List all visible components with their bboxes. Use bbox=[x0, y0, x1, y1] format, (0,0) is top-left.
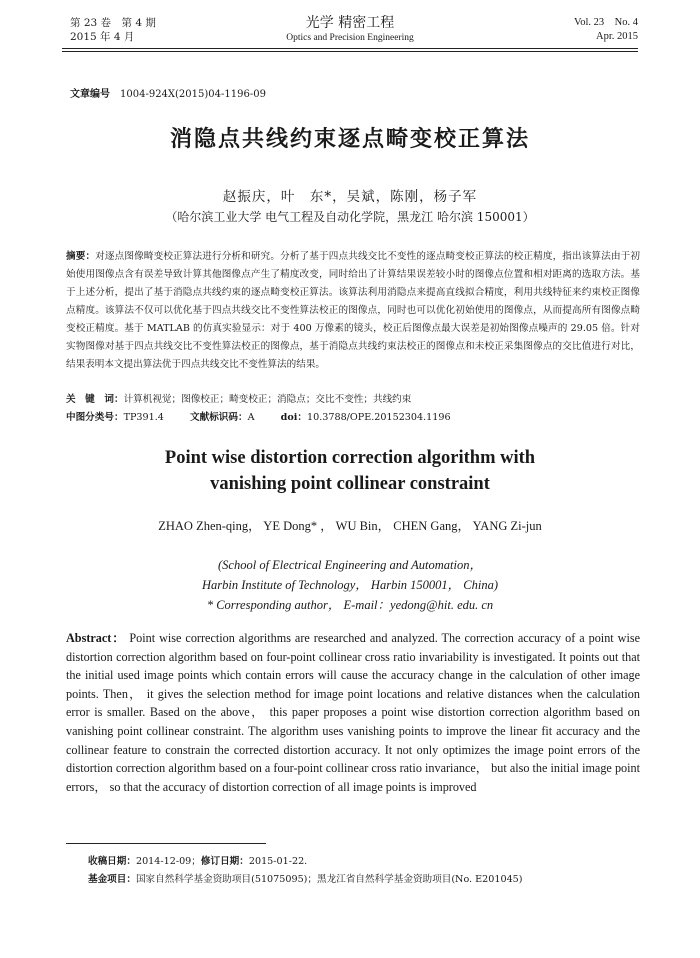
article-number-value: 1004-924X(2015)04-1196-09 bbox=[120, 89, 266, 100]
footnote-rule bbox=[66, 843, 266, 844]
affiliation-zh: （哈尔滨工业大学 电气工程及自动化学院，黑龙江 哈尔滨 150001） bbox=[165, 210, 535, 224]
authors-en: ZHAO Zhen-qing， YE Dong* ， WU Bin， CHEN Gang， YANG Zi-jun bbox=[158, 519, 542, 533]
abstract-en-label: Abstract： bbox=[66, 631, 126, 645]
received-value: 2014-12-09； bbox=[135, 856, 201, 867]
date-en: Apr. 2015 bbox=[596, 31, 638, 42]
header-rule-top bbox=[62, 48, 638, 49]
clc-label: 中图分类号： bbox=[66, 412, 124, 423]
header-right bbox=[574, 16, 638, 44]
keywords-zh-label: 关 键 词： bbox=[66, 394, 124, 405]
title-en-line1: Point wise distortion correction algorithm with bbox=[164, 448, 536, 468]
title-en bbox=[0, 445, 700, 497]
footnote-funding bbox=[88, 871, 523, 885]
article-number-label: 文章编号 bbox=[70, 89, 110, 100]
footnote-dates bbox=[88, 853, 307, 867]
abstract-zh-label: 摘要： bbox=[66, 251, 96, 262]
revised-label: 修订日期： bbox=[200, 856, 249, 867]
doi-value: 10.3788/OPE.20152304.1196 bbox=[307, 412, 451, 423]
journal-name-en: Optics and Precision Engineering bbox=[286, 33, 414, 43]
fund-label: 基金项目： bbox=[88, 874, 136, 885]
doc-code-value: A bbox=[247, 412, 255, 423]
abstract-zh-text: 对逐点图像畸变校正算法进行分析和研究。分析了基于四点共线交比不变性的逐点畸变校正算法的校正精度，指出该算法由于初始使用图像点含有误差导致计算其他图像点产生了精度改变，同时给出了计算结果误差较小时的图像点位置和相对距离的选取方法。基于上述分析，提出了基于消隐点共线约束的逐点畸变校正算法。该算法利用消隐点来提高直线拟合精度，利用共线特征来约束校正图像点精度。该算法不仅可以优化基于四点共线交比不变性算法校正的图像点，同时也可以优化初始使用的图像点，从而提高所有图像点畸变校正精度。基于 MATLAB 的仿真实验显示：对于 400 万像素的镜头，校正后图像点最大误差是初始图像点噪声的 29.05 倍。针对实物图像对基于四点共线交比不变性算法校正的图像点，基于消隐点共线约束法校正的图像点和未校正采集图像点的交比值进行对比，结果表明本文提出算法优于四点共线交比不变性算法的结果。 bbox=[66, 251, 641, 370]
affiliation-en-line2: Harbin Institute of Technology， Harbin 150001， China) bbox=[201, 578, 499, 592]
title-en-line2: vanishing point collinear constraint bbox=[210, 474, 490, 494]
doi-label: doi： bbox=[280, 412, 307, 423]
date-zh: 2015 年 4 月 bbox=[70, 31, 135, 43]
article-number bbox=[70, 85, 266, 100]
classification-line bbox=[66, 409, 451, 423]
doc-code-label: 文献标识码： bbox=[190, 412, 248, 423]
affiliation-en bbox=[0, 555, 700, 615]
affiliation-en-line3: * Corresponding author， E-mail：yedong@hit. edu. cn bbox=[206, 598, 494, 612]
abstract-en bbox=[66, 629, 640, 796]
revised-value: 2015-01-22. bbox=[248, 856, 308, 867]
clc-value: TP391.4 bbox=[123, 412, 164, 423]
keywords-zh bbox=[66, 391, 411, 405]
journal-name-zh: 光学 精密工程 bbox=[305, 15, 395, 31]
volume-issue-en: Vol. 23 No. 4 bbox=[574, 17, 638, 28]
fund-value: 国家自然科学基金资助项目(51075095)；黑龙江省自然科学基金资助项目(No. E201045) bbox=[135, 874, 523, 885]
title-zh: 消隐点共线约束逐点畸变校正算法 bbox=[169, 126, 530, 152]
received-label: 收稿日期： bbox=[88, 856, 136, 867]
keywords-zh-text: 计算机视觉；图像校正；畸变校正；消隐点；交比不变性；共线约束 bbox=[123, 394, 412, 405]
abstract-en-text: Point wise correction algorithms are researched and analyzed. The correction accuracy of a point wise distortion correction algorithm based on four-point collinear cross ratio invariability is investigated. It points out that the initial used image points which contain errors will cause the accuracy change in the calculation of other image points. Then， it gives the selection method for image point locations and relative distances when the calculation error is smaller. Based on the above， this paper proposes a point wise distortion correction algorithm based on vanishing point collinear constraint. The algorithm uses vanishing points to improve the linear fit accuracy and the collinear feature to constrain the corrected distortion accuracy. It not only optimizes the image point errors of the distortion correction algorithm based on a four-point collinear cross ratio invariance， but also the initial image point errors， so that the accuracy of distortion correction of all image points is improved bbox=[66, 631, 640, 794]
volume-issue-zh: 第 23 卷 第 4 期 bbox=[70, 17, 156, 29]
affiliation-en-line1: (School of Electrical Engineering and Automation， bbox=[218, 558, 482, 572]
header-rule-bottom bbox=[62, 51, 638, 52]
authors-zh: 赵振庆，叶 东*，吴斌，陈刚，杨子军 bbox=[222, 189, 478, 205]
abstract-zh bbox=[66, 248, 640, 374]
